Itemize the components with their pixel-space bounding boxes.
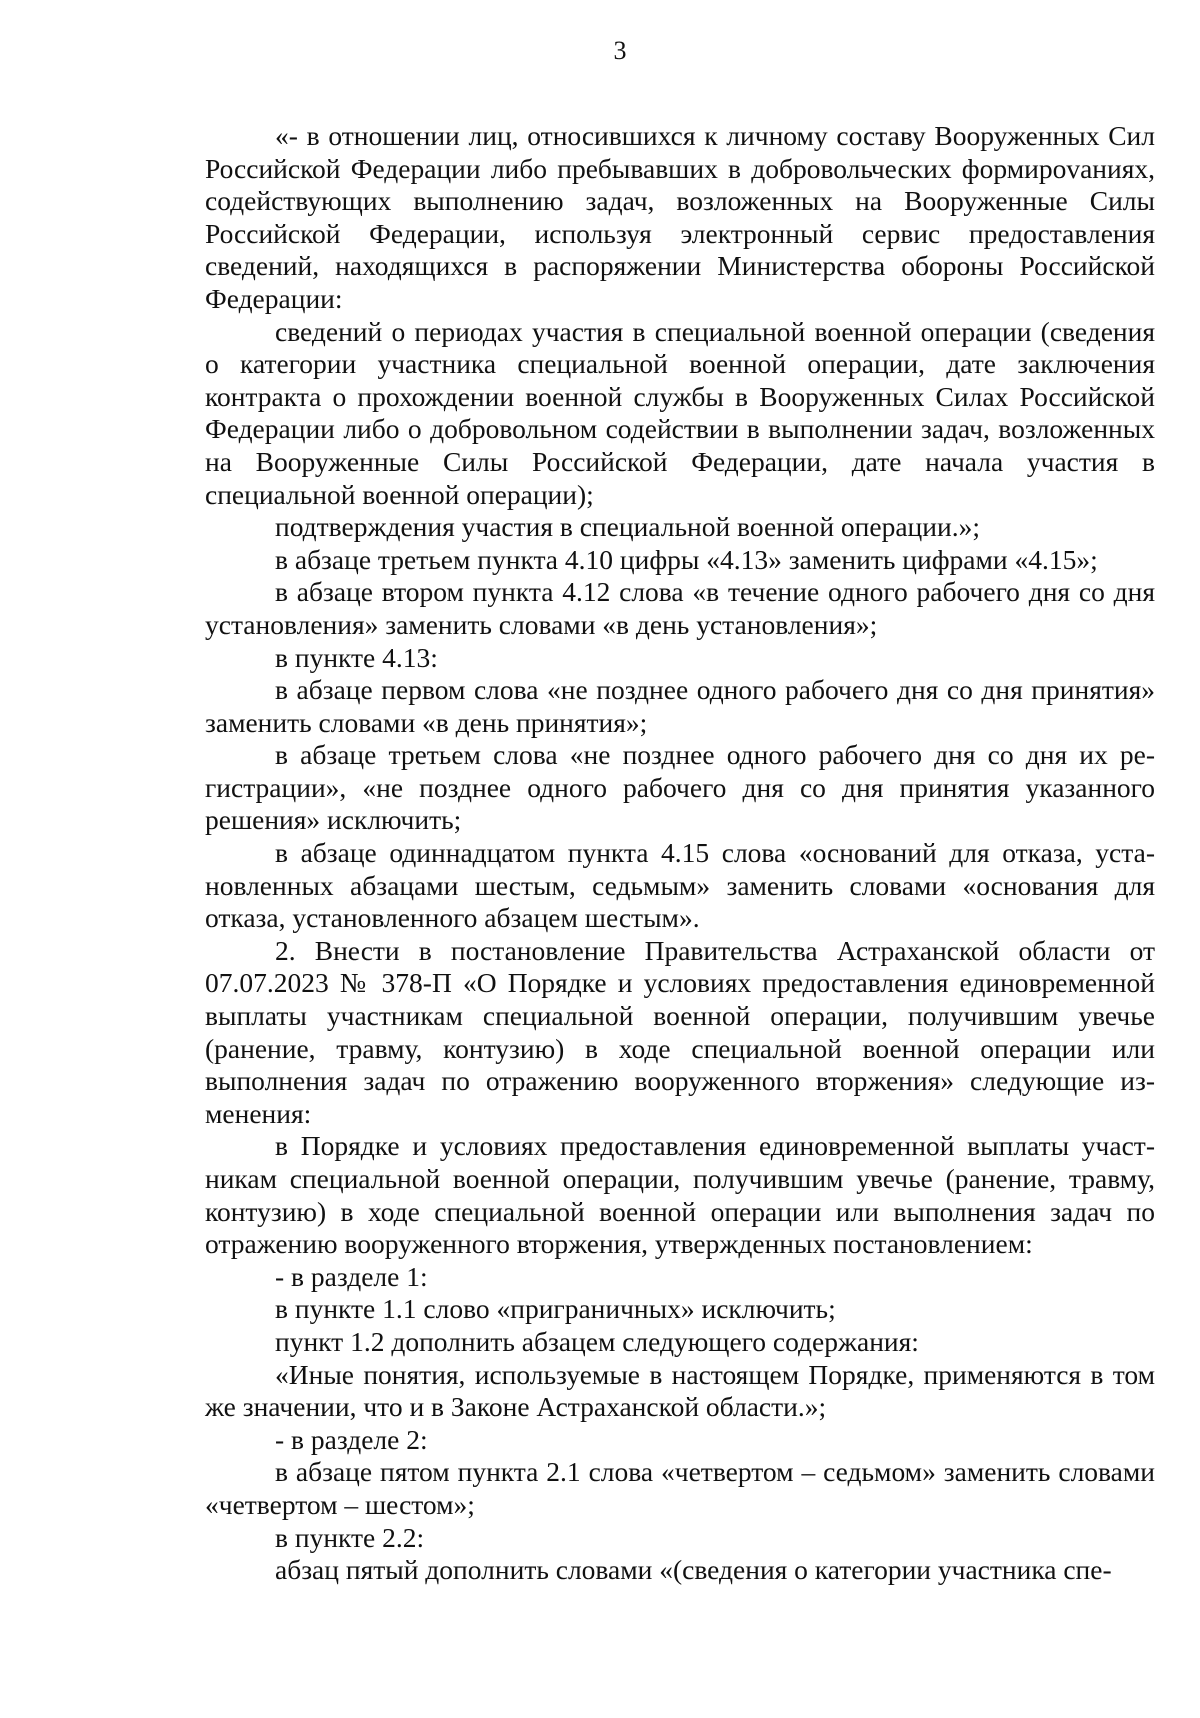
paragraph-7: в абзаце первом слова «не позднее одного рабочего дня со дня принятия» заменить словами «в день принятия»; [205,674,1155,738]
paragraph-13: в пункте 1.1 слово «приграничных» исключить; [275,1293,836,1325]
paragraph-14: пункт 1.2 дополнить абзацем следующего содержания: [275,1325,919,1357]
paragraph-11: в Порядке и условиях предоставления единовременной выплаты участникам специальной военной операции, получившим увечье (ранение, травму, контузию) в ходе специальной военной операции или выполнения задач по отражению вооруженного вторжения, утвержденных постановлением: [205,1130,1155,1260]
paragraph-3: подтверждения участия в специальной военной операции.»; [275,511,980,543]
paragraph-1: «- в отношении лиц, относившихся к личному составу Вооруженных Сил Российской Федерации либо пребывавших в добровольческих формироvаниях, содействующих выполнению задач, возложенных на Вооруженные Силы Российской Федерации, используя электронный сервис предоставления сведений, находящихся в распоряжении Министерства обороны Российской Федерации: [205,120,1155,314]
paragraph-18: в пункте 2.2: [275,1521,425,1553]
paragraph-17: в абзаце пятом пункта 2.1 слова «четвертом – седьмом» заменить словами «четвертом – шестом»; [205,1456,1155,1520]
paragraph-6: в пункте 4.13: [275,641,438,673]
document-body [205,120,1155,1587]
paragraph-8: в абзаце третьем слова «не позднее одного рабочего дня со дня их регистрации», «не позднее одного рабочего дня со дня принятия указанного решения» исключить; [205,739,1155,836]
paragraph-16: - в разделе 2: [275,1423,428,1455]
paragraph-19: абзац пятый дополнить словами «(сведения о категории участника спе- [275,1554,1112,1586]
paragraph-12: - в разделе 1: [275,1260,428,1292]
page-number: 3 [613,36,627,65]
paragraph-10: 2. Внести в постановление Правительства Астраханской области от 07.07.2023 № 378-П «О Порядке и условиях предоставления единовременной выплаты участникам специальной военной операции, получившим увечье (ранение, травму, контузию) в ходе специальной военной операции или выполнения задач по отражению вооруженного вторжения» следующие изменения: [205,934,1155,1129]
paragraph-15: «Иные понятия, используемые в настоящем Порядке, применяются в том же значении, что и в Законе Астраханской области.»; [205,1358,1155,1423]
paragraph-2: сведений о периодах участия в специальной военной операции (сведения о категории участника специальной военной операции, дате заключения контракта о прохождении военной службы в Вооруженных Силах Российской Федерации либо о добровольном содействии в выполнении задач, возложенных на Вооруженные Силы Российской Федерации, дате начала участия в специальной военной операции); [205,315,1155,510]
paragraph-4: в абзаце третьем пункта 4.10 цифры «4.13» заменить цифрами «4.15»; [275,543,1098,575]
paragraph-5: в абзаце втором пункта 4.12 слова «в течение одного рабочего дня со дня установления» заменить словами «в день установления»; [205,576,1155,640]
paragraph-9: в абзаце одиннадцатом пункта 4.15 слова «оснований для отказа, установленных абзацами шестым, седьмым» заменить словами «основания для отказа, установленного абзацем шестым». [205,837,1155,934]
